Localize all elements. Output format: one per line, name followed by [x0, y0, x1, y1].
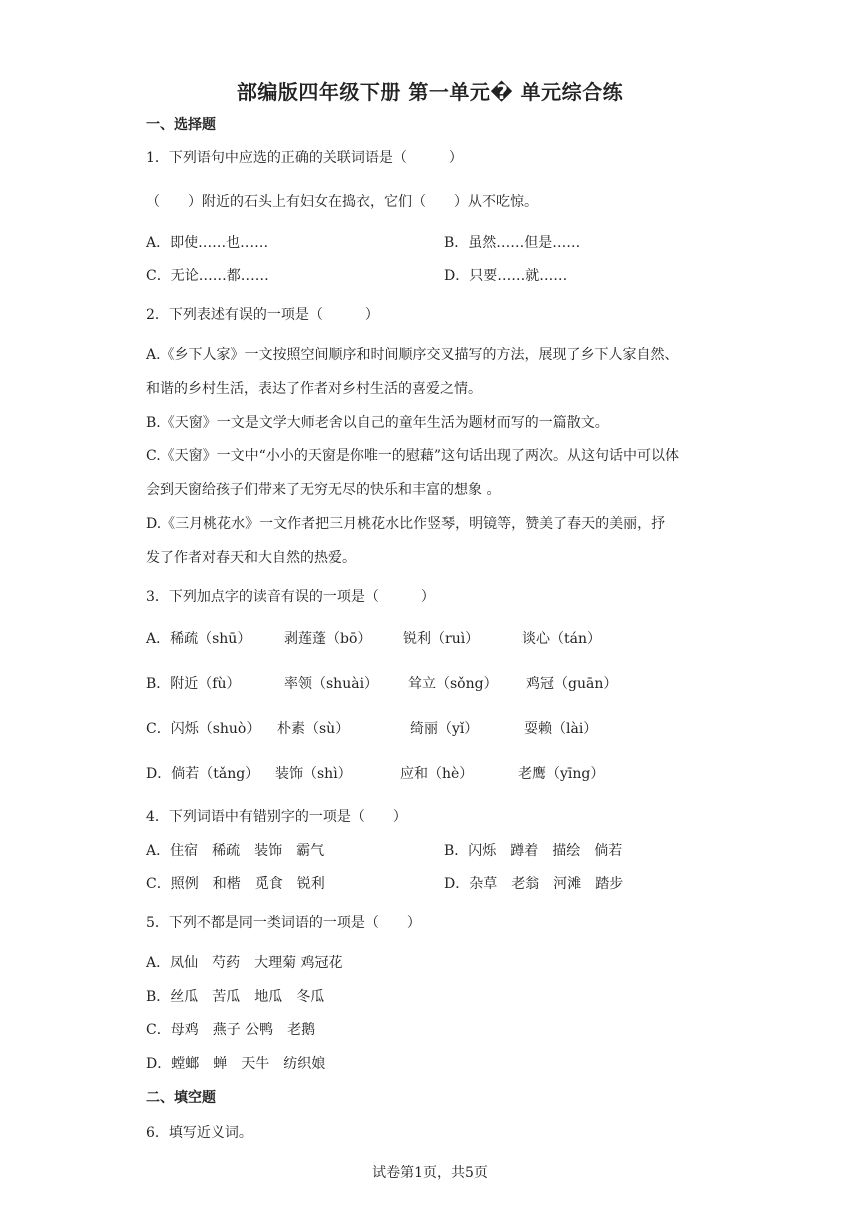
q3-b-word3: 耸立（sǒng） — [408, 676, 498, 692]
q3-d-word2: 装饰（shì） — [275, 766, 352, 782]
q3-c-word4: 耍赖（lài） — [524, 721, 598, 737]
q2-option-c-line1: C.《天窗》一文中“小小的天窗是你唯一的慰藉”这句话出现了两次。从这句话中可以体 — [146, 448, 679, 464]
q3-b-word2: 率领（shuài） — [284, 676, 379, 692]
q3-c-word1: C．闪烁（shuò） — [146, 721, 261, 737]
q4-option-d: D．杂草 老翁 河滩 踏步 — [444, 876, 624, 892]
q2-option-d-line1: D.《三月桃花水》一文作者把三月桃花水比作竖琴，明镜等，赞美了春天的美丽，抒 — [146, 516, 666, 532]
q3-a-word1: A．稀疏（shū） — [146, 631, 252, 647]
q3-stem: 3．下列加点字的读音有误的一项是（ ） — [146, 589, 435, 605]
q4-option-a: A．住宿 稀疏 装饰 霸气 — [146, 843, 325, 859]
q5-option-a: A．凤仙 芍药 大理菊 鸡冠花 — [146, 955, 343, 971]
q5-option-d: D．螳螂 蝉 天牛 纺织娘 — [146, 1056, 326, 1072]
q3-a-word2: 剥莲蓬（bō） — [284, 631, 372, 647]
q3-d-word3: 应和（hè） — [400, 766, 474, 782]
q5-option-c: C．母鸡 燕子 公鸭 老鹅 — [146, 1022, 316, 1038]
q2-stem: 2．下列表述有误的一项是（ ） — [146, 307, 379, 323]
q1-option-b: B．虽然……但是…… — [444, 235, 581, 251]
q4-option-c: C．照例 和楷 觅食 锐利 — [146, 876, 325, 892]
q1-option-d: D．只要……就…… — [444, 268, 568, 284]
q3-d-word1: D．倘若（tǎng） — [146, 766, 260, 782]
q3-d-word4: 老鹰（yīng） — [518, 766, 605, 782]
q1-option-c: C．无论……都…… — [146, 268, 269, 284]
q2-option-a-line2: 和谐的乡村生活，表达了作者对乡村生活的喜爱之情。 — [146, 381, 482, 397]
q2-option-b: B.《天窗》一文是文学大师老舍以自己的童年生活为题材而写的一篇散文。 — [146, 415, 609, 431]
section-heading-choice: 一、选择题 — [146, 117, 216, 133]
section-heading-fill: 二、填空题 — [146, 1090, 216, 1106]
q2-option-c-line2: 会到天窗给孩子们带来了无穷无尽的快乐和丰富的想象 。 — [146, 482, 501, 498]
q5-stem: 5．下列不都是同一类词语的一项是（ ） — [146, 915, 421, 931]
q4-option-b: B．闪烁 蹲着 描绘 倘若 — [444, 843, 623, 859]
page-title: 部编版四年级下册 第一单元� 单元综合练 — [236, 80, 624, 104]
q3-b-word4: 鸡冠（guān） — [526, 676, 618, 692]
page-footer: 试卷第1页，共5页 — [372, 1165, 488, 1181]
q2-option-d-line2: 发了作者对春天和大自然的热爱。 — [146, 550, 356, 566]
q6-stem: 6．填写近义词。 — [146, 1125, 253, 1141]
q1-option-a: A．即使……也…… — [146, 235, 269, 251]
q3-a-word3: 锐利（ruì） — [403, 631, 480, 647]
q3-c-word3: 绮丽（yǐ） — [410, 721, 479, 737]
q1-stem: 1．下列语句中应选的正确的关联词语是（ ） — [146, 150, 463, 166]
q1-sentence: （ ）附近的石头上有妇女在捣衣，它们（ ）从不吃惊。 — [146, 194, 538, 210]
q3-a-word4: 谈心（tán） — [522, 631, 601, 647]
q2-option-a-line1: A.《乡下人家》一文按照空间顺序和时间顺序交叉描写的方法，展现了乡下人家自然、 — [146, 347, 679, 363]
q3-b-word1: B．附近（fù） — [146, 676, 241, 692]
q3-c-word2: 朴素（sù） — [277, 721, 350, 737]
q5-option-b: B．丝瓜 苦瓜 地瓜 冬瓜 — [146, 989, 325, 1005]
q4-stem: 4．下列词语中有错别字的一项是（ ） — [146, 809, 407, 825]
